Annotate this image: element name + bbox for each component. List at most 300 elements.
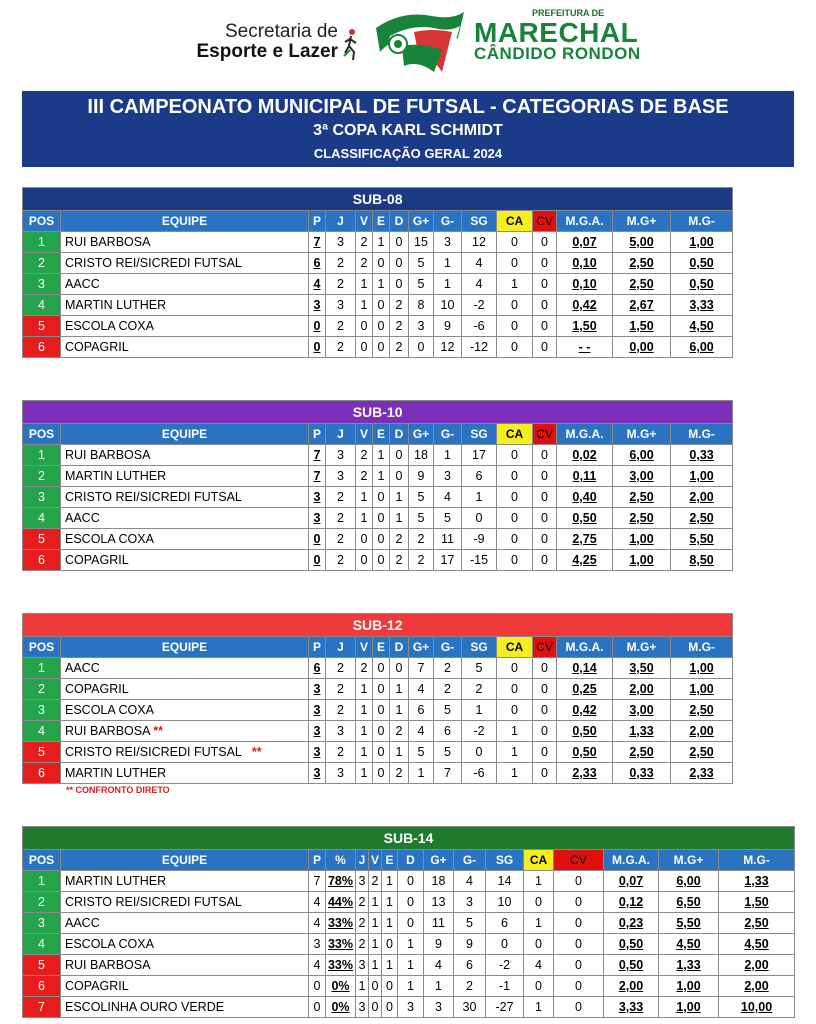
col-gc: G-	[434, 637, 462, 658]
col-e: E	[373, 424, 390, 445]
col-v: V	[356, 424, 373, 445]
team-cell	[61, 763, 309, 784]
mga-cell: 0,11	[557, 466, 613, 487]
d-cell: 0	[398, 892, 424, 913]
col-sg: SG	[486, 850, 524, 871]
ca-cell: 1	[497, 274, 533, 295]
table-row	[23, 253, 733, 274]
mgp-cell: 0,00	[613, 337, 671, 358]
mga-cell: 0,23	[604, 913, 659, 934]
mga-cell: 0,12	[604, 892, 659, 913]
gc-cell: 3	[454, 892, 486, 913]
direct-match-mark: **	[153, 724, 163, 738]
j-cell: 2	[356, 892, 369, 913]
col-p: P	[309, 211, 326, 232]
cv-cell: 0	[554, 955, 604, 976]
mgm-cell: 1,00	[671, 658, 733, 679]
mgm-cell: 0,50	[671, 274, 733, 295]
table-title-sub08: SUB-08	[23, 188, 733, 211]
points-cell: 4	[309, 274, 326, 295]
gp-cell: 9	[409, 466, 434, 487]
d-cell: 0	[398, 871, 424, 892]
pos-cell: 5	[23, 742, 61, 763]
d-cell: 1	[390, 508, 409, 529]
team-cell	[61, 700, 309, 721]
classification-title: CLASSIFICAÇÃO GERAL 2024	[313, 146, 503, 161]
table-row	[23, 466, 733, 487]
gc-cell: 1	[434, 274, 462, 295]
gc-cell: 2	[454, 976, 486, 997]
col-gp: G+	[409, 211, 434, 232]
points-cell: 0	[309, 997, 326, 1018]
team-cell	[61, 658, 309, 679]
team-cell: CRISTO REI/SICREDI FUTSAL	[61, 253, 309, 274]
col-gc: G-	[454, 850, 486, 871]
col-pos: POS	[23, 424, 61, 445]
direct-match-note: ** CONFRONTO DIRETO	[66, 785, 170, 795]
cv-cell: 0	[533, 487, 557, 508]
col-sg: SG	[462, 424, 497, 445]
e-cell: 0	[373, 508, 390, 529]
v-cell: 1	[369, 955, 382, 976]
ca-cell: 1	[524, 913, 554, 934]
j-cell: 3	[326, 445, 356, 466]
j-cell: 1	[356, 976, 369, 997]
cv-cell: 0	[533, 274, 557, 295]
pos-cell: 1	[23, 232, 61, 253]
v-cell: 2	[369, 871, 382, 892]
j-cell: 2	[326, 742, 356, 763]
table-row	[23, 316, 733, 337]
sg-cell: 2	[462, 679, 497, 700]
ca-cell: 0	[497, 550, 533, 571]
j-cell: 2	[326, 316, 356, 337]
points-cell: 4	[309, 955, 326, 976]
points-cell: 0	[309, 976, 326, 997]
mgp-cell: 2,50	[613, 487, 671, 508]
e-cell: 1	[373, 445, 390, 466]
gp-cell: 15	[409, 232, 434, 253]
gp-cell: 8	[409, 295, 434, 316]
ca-cell: 0	[497, 232, 533, 253]
mga-cell: 0,50	[604, 955, 659, 976]
cv-cell: 0	[533, 658, 557, 679]
secretaria-line2: Esporte e Lazer	[196, 41, 338, 62]
mga-cell: 0,50	[557, 721, 613, 742]
mga-cell: 0,42	[557, 295, 613, 316]
mga-cell: 4,25	[557, 550, 613, 571]
title-banner	[22, 91, 794, 167]
ca-cell: 0	[524, 976, 554, 997]
gc-cell: 2	[434, 679, 462, 700]
mgm-cell: 8,50	[671, 550, 733, 571]
pos-cell: 2	[23, 892, 61, 913]
d-cell: 0	[390, 445, 409, 466]
col-equipe: EQUIPE	[61, 850, 309, 871]
points-cell: 0	[309, 337, 326, 358]
cv-cell: 0	[533, 508, 557, 529]
gp-cell: 5	[409, 253, 434, 274]
table-title-sub14: SUB-14	[23, 827, 795, 850]
team-cell: COPAGRIL	[61, 550, 309, 571]
ca-cell: 1	[497, 763, 533, 784]
col-ca: CA	[497, 211, 533, 232]
col-p: P	[309, 424, 326, 445]
col-pct: %	[326, 850, 356, 871]
col-gc: G-	[434, 424, 462, 445]
ca-cell: 0	[497, 508, 533, 529]
j-cell: 2	[326, 679, 356, 700]
points-cell: 3	[309, 487, 326, 508]
col-mgm: M.G-	[671, 211, 733, 232]
mgp-cell: 1,33	[613, 721, 671, 742]
cv-cell: 0	[533, 700, 557, 721]
j-cell: 3	[326, 295, 356, 316]
ca-cell: 0	[497, 337, 533, 358]
mgm-cell: 10,00	[719, 997, 795, 1018]
sg-cell: 5	[462, 658, 497, 679]
e-cell: 0	[373, 253, 390, 274]
pos-cell: 1	[23, 871, 61, 892]
e-cell: 1	[373, 232, 390, 253]
e-cell: 0	[373, 316, 390, 337]
col-j: J	[326, 637, 356, 658]
gp-cell: 4	[409, 679, 434, 700]
team-cell	[61, 742, 309, 763]
e-cell: 0	[373, 295, 390, 316]
gc-cell: 5	[454, 913, 486, 934]
mga-cell: 0,50	[557, 508, 613, 529]
d-cell: 0	[390, 253, 409, 274]
col-d: D	[390, 424, 409, 445]
table-row	[23, 976, 795, 997]
pos-cell: 2	[23, 253, 61, 274]
mga-cell: 0,42	[557, 700, 613, 721]
ca-cell: 1	[497, 721, 533, 742]
gc-cell: 9	[434, 316, 462, 337]
team-cell: ESCOLA COXA	[61, 934, 309, 955]
gp-cell: 4	[409, 721, 434, 742]
col-j: J	[326, 424, 356, 445]
d-cell: 1	[398, 976, 424, 997]
team-cell	[61, 721, 309, 742]
sg-cell: 10	[486, 892, 524, 913]
team-name: AACC	[65, 661, 100, 675]
cv-cell: 0	[533, 763, 557, 784]
mgp-cell: 2,50	[613, 274, 671, 295]
cv-cell: 0	[554, 892, 604, 913]
pos-cell: 6	[23, 550, 61, 571]
sg-cell: -2	[486, 955, 524, 976]
col-mgm: M.G-	[671, 424, 733, 445]
pct-cell: 33%	[326, 934, 356, 955]
ca-cell: 0	[497, 487, 533, 508]
team-cell: RUI BARBOSA	[61, 445, 309, 466]
team-cell: MARTIN LUTHER	[61, 295, 309, 316]
table-row	[23, 337, 733, 358]
col-p: P	[309, 850, 326, 871]
ca-cell: 0	[497, 253, 533, 274]
mga-cell: 0,40	[557, 487, 613, 508]
pos-cell: 6	[23, 976, 61, 997]
gc-cell: 6	[434, 721, 462, 742]
mgp-cell: 5,00	[613, 232, 671, 253]
j-cell: 2	[326, 274, 356, 295]
j-cell: 2	[326, 529, 356, 550]
mgm-cell: 4,50	[671, 316, 733, 337]
mgp-cell: 1,00	[659, 976, 719, 997]
table-row	[23, 658, 733, 679]
sg-cell: 6	[462, 466, 497, 487]
team-name: ESCOLA COXA	[65, 703, 154, 717]
col-j: J	[326, 211, 356, 232]
d-cell: 1	[398, 934, 424, 955]
v-cell: 1	[356, 763, 373, 784]
v-cell: 1	[369, 892, 382, 913]
col-cv: CV	[533, 211, 557, 232]
team-cell: RUI BARBOSA	[61, 232, 309, 253]
j-cell: 2	[326, 700, 356, 721]
sg-cell: 4	[462, 253, 497, 274]
table-row	[23, 721, 733, 742]
e-cell: 0	[373, 700, 390, 721]
mga-cell: 0,50	[604, 934, 659, 955]
mgm-cell: 5,50	[671, 529, 733, 550]
v-cell: 0	[369, 976, 382, 997]
col-mgp: M.G+	[613, 211, 671, 232]
mgp-cell: 2,67	[613, 295, 671, 316]
gp-cell: 5	[409, 742, 434, 763]
table-row	[23, 955, 795, 976]
flag-emblem-icon	[372, 6, 468, 74]
col-equipe: EQUIPE	[61, 637, 309, 658]
gp-cell: 5	[409, 508, 434, 529]
gp-cell: 2	[409, 529, 434, 550]
mgp-cell: 6,00	[659, 871, 719, 892]
pct-cell: 33%	[326, 955, 356, 976]
j-cell: 2	[326, 508, 356, 529]
points-cell: 3	[309, 700, 326, 721]
sg-cell: -1	[486, 976, 524, 997]
cv-cell: 0	[533, 445, 557, 466]
gp-cell: 3	[409, 316, 434, 337]
ca-cell: 4	[524, 955, 554, 976]
v-cell: 2	[356, 445, 373, 466]
mgm-cell: 2,33	[671, 763, 733, 784]
gc-cell: 30	[454, 997, 486, 1018]
d-cell: 0	[390, 466, 409, 487]
d-cell: 0	[390, 232, 409, 253]
gc-cell: 10	[434, 295, 462, 316]
d-cell: 2	[390, 721, 409, 742]
col-sg: SG	[462, 211, 497, 232]
mgp-cell: 1,00	[613, 550, 671, 571]
j-cell: 2	[356, 934, 369, 955]
col-cv: CV	[533, 637, 557, 658]
sg-cell: -12	[462, 337, 497, 358]
sg-cell: 1	[462, 487, 497, 508]
v-cell: 1	[356, 700, 373, 721]
e-cell: 0	[382, 976, 398, 997]
mgm-cell: 4,50	[719, 934, 795, 955]
d-cell: 2	[390, 763, 409, 784]
table-row	[23, 508, 733, 529]
cv-cell: 0	[533, 316, 557, 337]
sg-cell: 0	[486, 934, 524, 955]
ca-cell: 0	[497, 316, 533, 337]
col-e: E	[373, 637, 390, 658]
ca-cell: 0	[497, 466, 533, 487]
mgp-cell: 3,00	[613, 700, 671, 721]
mga-cell: 0,14	[557, 658, 613, 679]
d-cell: 0	[398, 913, 424, 934]
d-cell: 1	[390, 742, 409, 763]
team-name: COPAGRIL	[65, 682, 129, 696]
gc-cell: 4	[434, 487, 462, 508]
gc-cell: 17	[434, 550, 462, 571]
table-row	[23, 913, 795, 934]
points-cell: 7	[309, 232, 326, 253]
col-ca: CA	[497, 637, 533, 658]
col-p: P	[309, 637, 326, 658]
col-v: V	[356, 211, 373, 232]
j-cell: 2	[326, 337, 356, 358]
v-cell: 0	[356, 316, 373, 337]
standings-table-sub10	[22, 400, 733, 571]
pos-cell: 3	[23, 700, 61, 721]
mgm-cell: 1,00	[671, 232, 733, 253]
cv-cell: 0	[533, 295, 557, 316]
points-cell: 3	[309, 508, 326, 529]
gp-cell: 7	[409, 658, 434, 679]
e-cell: 1	[373, 274, 390, 295]
mga-cell: 2,00	[604, 976, 659, 997]
v-cell: 2	[356, 232, 373, 253]
mgp-cell: 2,00	[613, 679, 671, 700]
mga-cell: 3,33	[604, 997, 659, 1018]
mgp-cell: 0,33	[613, 763, 671, 784]
prefeitura-subname: CÂNDIDO RONDON	[474, 44, 641, 63]
mga-cell: 0,10	[557, 253, 613, 274]
mgm-cell: 6,00	[671, 337, 733, 358]
d-cell: 2	[390, 295, 409, 316]
points-cell: 3	[309, 721, 326, 742]
pct-cell: 0%	[326, 976, 356, 997]
table-row	[23, 742, 733, 763]
gc-cell: 11	[434, 529, 462, 550]
mgm-cell: 2,50	[719, 913, 795, 934]
gc-cell: 3	[434, 232, 462, 253]
ca-cell: 1	[524, 871, 554, 892]
gp-cell: 2	[409, 550, 434, 571]
j-cell: 3	[326, 466, 356, 487]
d-cell: 1	[390, 700, 409, 721]
e-cell: 1	[373, 466, 390, 487]
mgp-cell: 1,50	[613, 316, 671, 337]
team-cell: CRISTO REI/SICREDI FUTSAL	[61, 487, 309, 508]
sg-cell: -9	[462, 529, 497, 550]
mga-cell: 2,75	[557, 529, 613, 550]
gp-cell: 18	[424, 871, 454, 892]
cv-cell: 0	[533, 232, 557, 253]
cv-cell: 0	[554, 913, 604, 934]
pct-cell: 33%	[326, 913, 356, 934]
sg-cell: -6	[462, 316, 497, 337]
gc-cell: 3	[434, 466, 462, 487]
col-mgp: M.G+	[613, 637, 671, 658]
col-pos: POS	[23, 211, 61, 232]
j-cell: 2	[326, 487, 356, 508]
v-cell: 1	[356, 742, 373, 763]
table-row	[23, 934, 795, 955]
mga-cell: 0,25	[557, 679, 613, 700]
v-cell: 2	[356, 466, 373, 487]
gp-cell: 1	[424, 976, 454, 997]
ca-cell: 0	[524, 892, 554, 913]
team-cell: CRISTO REI/SICREDI FUTSAL	[61, 892, 309, 913]
ca-cell: 0	[497, 445, 533, 466]
pos-cell: 4	[23, 295, 61, 316]
cv-cell: 0	[554, 976, 604, 997]
sg-cell: 17	[462, 445, 497, 466]
d-cell: 2	[390, 337, 409, 358]
col-mgp: M.G+	[613, 424, 671, 445]
cv-cell: 0	[533, 721, 557, 742]
mgp-cell: 3,50	[613, 658, 671, 679]
table-row	[23, 700, 733, 721]
pos-cell: 4	[23, 721, 61, 742]
cv-cell: 0	[533, 742, 557, 763]
mga-cell: 1,50	[557, 316, 613, 337]
col-mga: M.G.A.	[604, 850, 659, 871]
col-mga: M.G.A.	[557, 424, 613, 445]
d-cell: 1	[390, 679, 409, 700]
mgm-cell: 2,50	[671, 742, 733, 763]
pos-cell: 4	[23, 934, 61, 955]
mgp-cell: 4,50	[659, 934, 719, 955]
sg-cell: 6	[486, 913, 524, 934]
ca-cell: 0	[524, 934, 554, 955]
points-cell: 6	[309, 658, 326, 679]
team-cell: AACC	[61, 274, 309, 295]
standings-table-sub12	[22, 613, 733, 784]
points-cell: 3	[309, 295, 326, 316]
col-gp: G+	[409, 424, 434, 445]
v-cell: 1	[369, 913, 382, 934]
mgp-cell: 5,50	[659, 913, 719, 934]
points-cell: 3	[309, 742, 326, 763]
e-cell: 0	[373, 337, 390, 358]
cv-cell: 0	[533, 466, 557, 487]
gp-cell: 6	[409, 700, 434, 721]
j-cell: 3	[356, 955, 369, 976]
j-cell: 2	[356, 913, 369, 934]
d-cell: 2	[390, 529, 409, 550]
team-cell: RUI BARBOSA	[61, 955, 309, 976]
pct-cell: 78%	[326, 871, 356, 892]
sg-cell: -2	[462, 721, 497, 742]
secretaria-line1: Secretaria de	[224, 21, 338, 42]
col-ca: CA	[524, 850, 554, 871]
col-equipe: EQUIPE	[61, 424, 309, 445]
sg-cell: 14	[486, 871, 524, 892]
e-cell: 0	[373, 763, 390, 784]
standings-table-sub08	[22, 187, 733, 358]
gc-cell: 1	[434, 445, 462, 466]
mgm-cell: 2,00	[671, 487, 733, 508]
e-cell: 0	[373, 742, 390, 763]
gc-cell: 1	[434, 253, 462, 274]
